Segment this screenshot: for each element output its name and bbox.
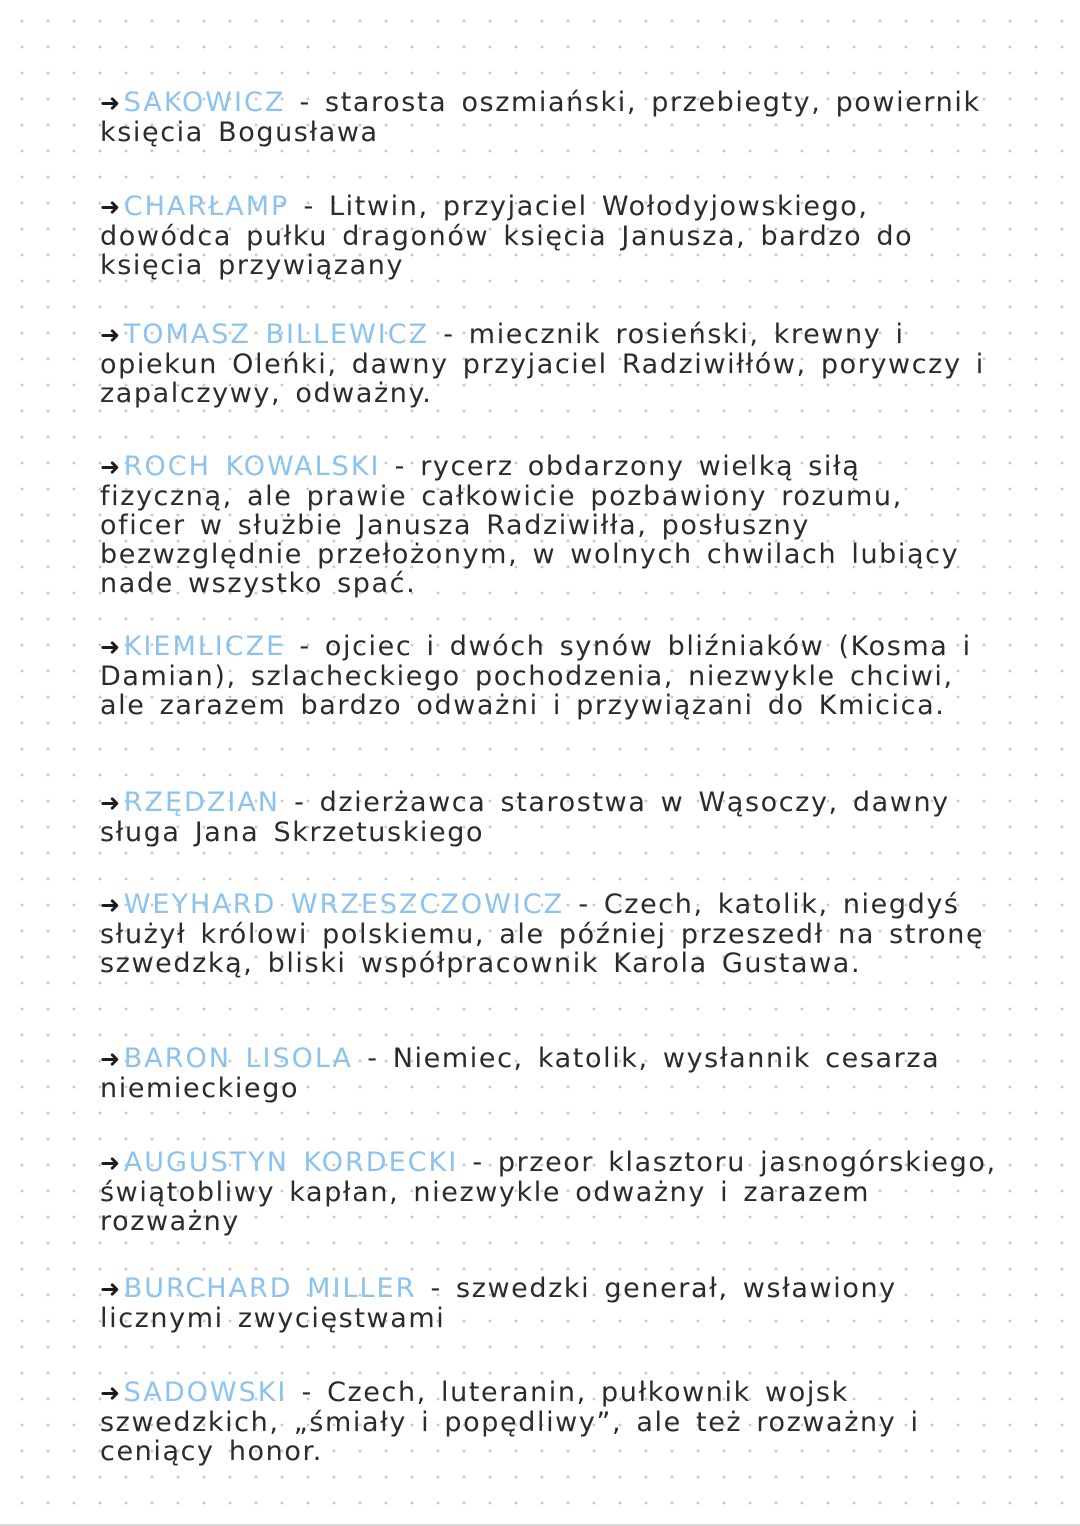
arrow-icon: ➜ <box>100 193 122 221</box>
arrow-icon: ➜ <box>100 1045 122 1073</box>
entry-tomasz-billewicz <box>100 320 1000 408</box>
character-name: AUGUSTYN KORDECKI <box>123 1147 459 1178</box>
arrow-icon: ➜ <box>100 1379 122 1407</box>
character-description: - ojciec i dwóch synów bliźniaków (Kosma i Damian), szlacheckiego pochodzenia, niezwykle chciwi, ale zarazem bardzo odważni i przywiązani do Kmicica. <box>100 631 972 721</box>
entry-weyhard-wrzeszczowicz <box>100 890 1000 978</box>
character-name: BARON LISOLA <box>123 1043 354 1074</box>
character-description: - Czech, katolik, niegdyś służył królowi polskiemu, ale później przeszedł na stronę szwedzką, bliski współpracownik Karola Gustawa. <box>100 889 985 979</box>
character-name: BURCHARD MILLER <box>123 1273 417 1304</box>
entry-sadowski <box>100 1378 1000 1466</box>
entry-sakowicz <box>100 88 1000 147</box>
character-description: - Niemiec, katolik, wysłannik cesarza niemieckiego <box>100 1043 941 1104</box>
character-name: ROCH KOWALSKI <box>123 451 381 482</box>
character-name: SAKOWICZ <box>123 87 286 118</box>
arrow-icon: ➜ <box>100 789 122 817</box>
arrow-icon: ➜ <box>100 1275 122 1303</box>
character-name: SADOWSKI <box>123 1377 288 1408</box>
entry-charlamp <box>100 192 1000 280</box>
arrow-icon: ➜ <box>100 89 122 117</box>
arrow-icon: ➜ <box>100 453 122 481</box>
character-description: - dzierżawca starostwa w Wąsoczy, dawny sługa Jana Skrzetuskiego <box>100 787 950 848</box>
entry-roch-kowalski <box>100 452 1000 598</box>
character-description: - szwedzki generał, wsławiony licznymi zwycięstwami <box>100 1273 897 1334</box>
entry-baron-lisola <box>100 1044 1000 1103</box>
character-name: WEYHARD WRZESZCZOWICZ <box>123 889 565 920</box>
arrow-icon: ➜ <box>100 321 122 349</box>
character-description: - Czech, luteranin, pułkownik wojsk szwedzkich, „śmiały i popędliwy”, ale też rozważny i ceniący honor. <box>100 1377 920 1467</box>
character-description: - starosta oszmiański, przebiegty, powiernik księcia Bogusława <box>100 87 981 148</box>
character-name: RZĘDZIAN <box>123 787 280 818</box>
entry-kiemlicze <box>100 632 1000 720</box>
arrow-icon: ➜ <box>100 891 122 919</box>
entry-burchard-miller <box>100 1274 1000 1333</box>
character-name: CHARŁAMP <box>123 191 290 222</box>
character-name: KIEMLICZE <box>123 631 286 662</box>
character-description: - miecznik rosieński, krewny i opiekun Oleńki, dawny przyjaciel Radziwiłłów, porywczy i zapalczywy, odważny. <box>100 319 985 409</box>
character-name: TOMASZ BILLEWICZ <box>123 319 430 350</box>
character-description: - Litwin, przyjaciel Wołodyjowskiego, dowódca pułku dragonów księcia Janusza, bardzo do księcia przywiązany <box>100 191 914 281</box>
entry-rzedzian <box>100 788 1000 847</box>
character-description: - przeor klasztoru jasnogórskiego, świątobliwy kapłan, niezwykle odważny i zarazem rozważny <box>100 1147 997 1237</box>
arrow-icon: ➜ <box>100 633 122 661</box>
entry-augustyn-kordecki <box>100 1148 1000 1236</box>
character-description: - rycerz obdarzony wielką siłą fizyczną, ale prawie całkowicie pozbawiony rozumu, oficer w służbie Janusza Radziwiłła, posłuszny bezwzględnie przełożonym, w wolnych chwilach lubiący nade wszystko spać. <box>100 451 960 599</box>
arrow-icon: ➜ <box>100 1149 122 1177</box>
